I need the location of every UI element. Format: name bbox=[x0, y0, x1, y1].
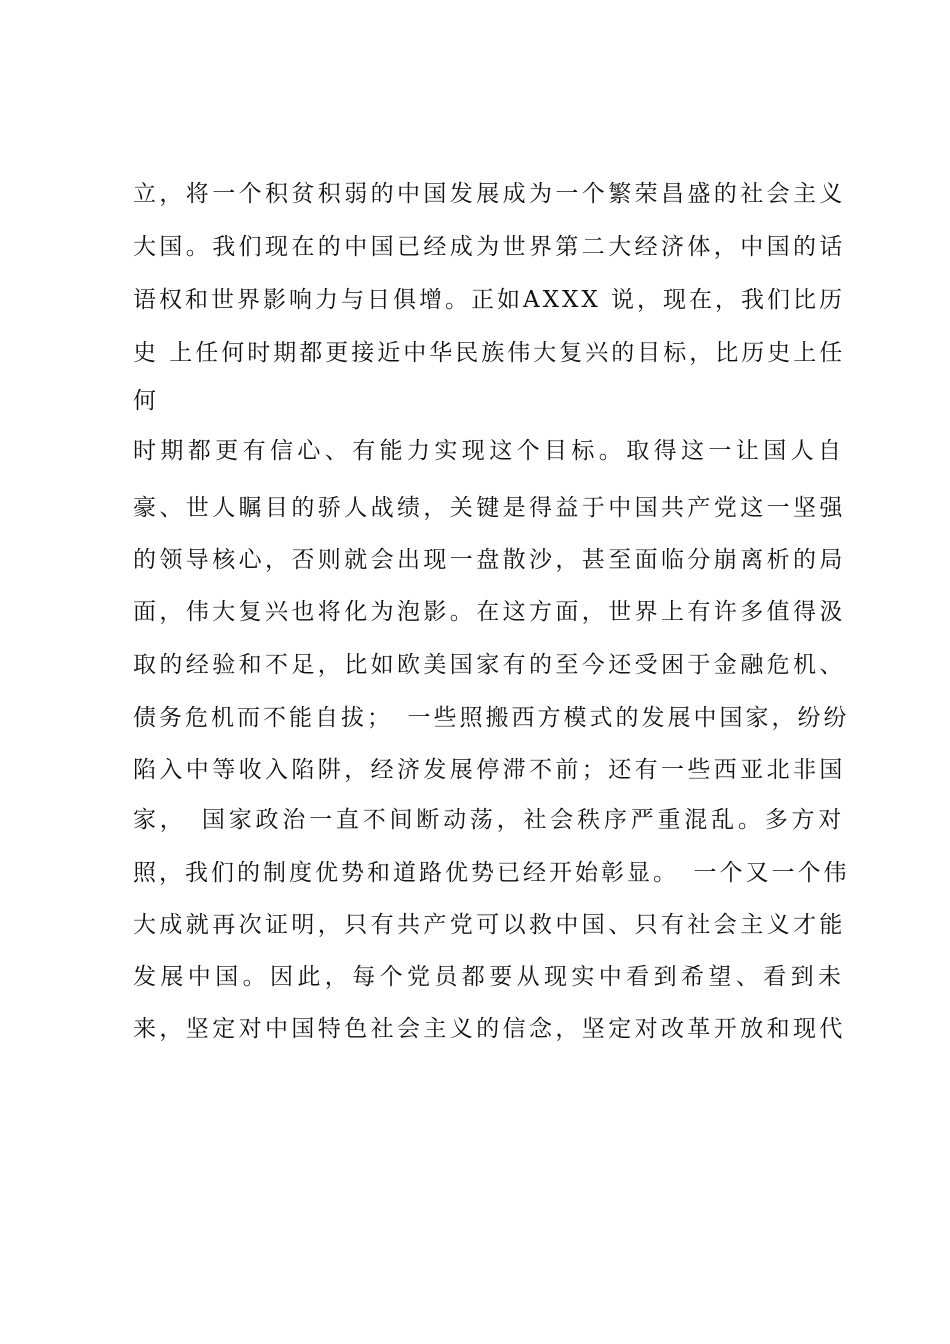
text-line-12: 陷入中等收入陷阱，经济发展停滞不前；还有一些西亚北非国 bbox=[133, 757, 846, 783]
text-line-2: 大国。我们现在的中国已经成为世界第二大经济体，中国的话 bbox=[133, 234, 846, 260]
text-line-17: 来，坚定对中国特色社会主义的信念，坚定对改革开放和现代 bbox=[133, 1016, 846, 1042]
text-line-14: 照，我们的制度优势和道路优势已经开始彰显。 一个又一个伟 bbox=[133, 860, 850, 886]
text-line-15: 大成就再次证明，只有共产党可以救中国、只有社会主义才能 bbox=[133, 912, 846, 938]
text-line-13: 家， 国家政治一直不间断动荡，社会秩序严重混乱。多方对 bbox=[133, 807, 846, 833]
text-line-10: 取的经验和不足，比如欧美国家有的至今还受困于金融危机、 bbox=[133, 652, 846, 678]
text-line-9: 面，伟大复兴也将化为泡影。在这方面，世界上有许多值得汲 bbox=[133, 599, 846, 625]
text-line-8: 的领导核心，否则就会出现一盘散沙，甚至面临分崩离析的局 bbox=[133, 547, 846, 573]
text-line-16: 发展中国。因此，每个党员都要从现实中看到希望、看到未 bbox=[133, 964, 846, 990]
text-line-1: 立，将一个积贫积弱的中国发展成为一个繁荣昌盛的社会主义 bbox=[133, 181, 846, 207]
text-line-6: 时期都更有信心、有能力实现这个目标。取得这一让国人自 bbox=[133, 438, 846, 464]
text-line-5: 何 bbox=[133, 388, 162, 414]
text-line-4: 史 上任何时期都更接近中华民族伟大复兴的目标，比历史上任 bbox=[133, 340, 846, 366]
text-line-7: 豪、世人瞩目的骄人战绩，关键是得益于中国共产党这一坚强 bbox=[133, 495, 846, 521]
text-line-3: 语权和世界影响力与日俱增。正如AXXX 说，现在，我们比历 bbox=[133, 287, 846, 313]
text-line-11: 债务危机而不能自拔； 一些照搬西方模式的发展中国家，纷纷 bbox=[133, 705, 850, 731]
